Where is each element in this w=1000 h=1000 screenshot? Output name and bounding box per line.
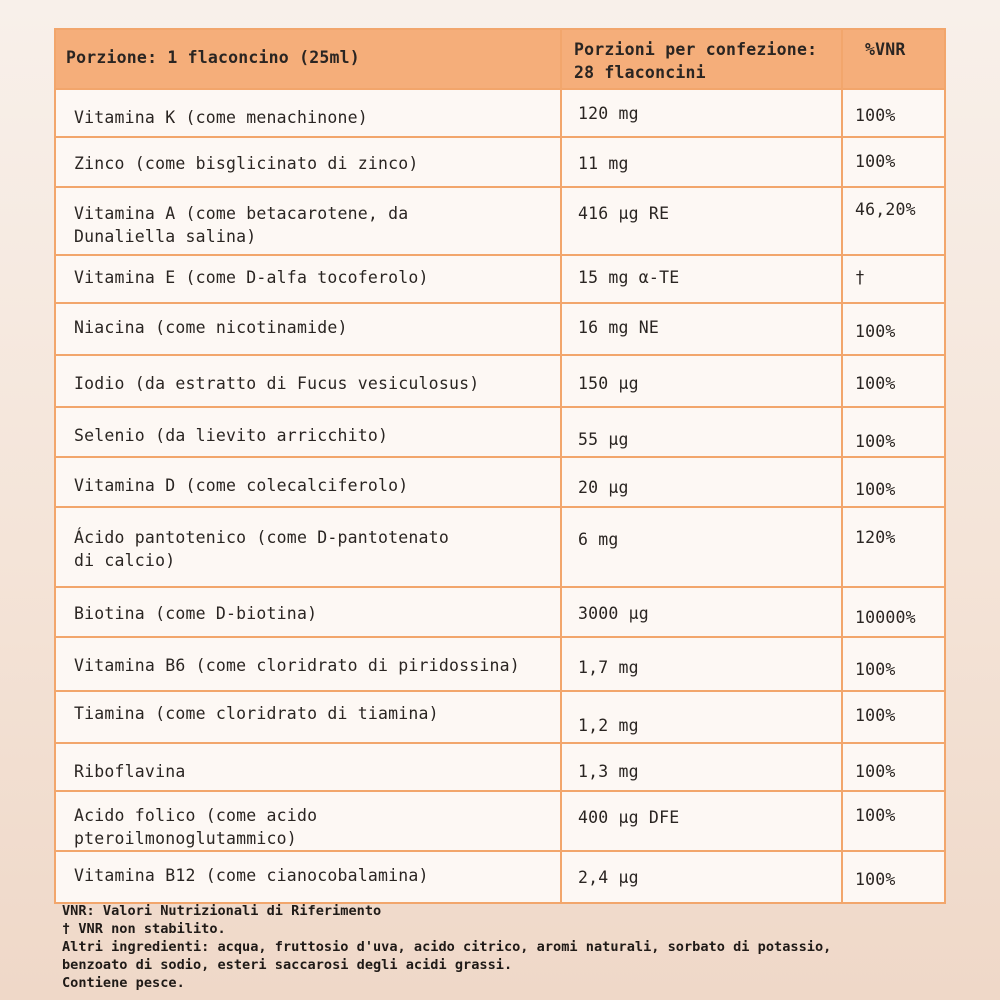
nutrient-name (55, 691, 561, 743)
nutrient-name-line: Niacina (come nicotinamide) (74, 318, 348, 337)
nutrient-row (55, 637, 945, 691)
nutrient-row (55, 743, 945, 791)
header-servings-line: 28 flaconcini (574, 63, 706, 82)
nutrient-amount: 400 µg DFE (561, 791, 842, 851)
nutrient-amount: 2,4 µg (561, 851, 842, 903)
nutrient-name (55, 743, 561, 791)
nutrition-table (54, 28, 946, 904)
header-servings-per-pack (561, 29, 842, 89)
nutrient-row (55, 587, 945, 637)
nutrient-name-line: Vitamina B12 (come cianocobalamina) (74, 866, 429, 885)
nutrient-name (55, 587, 561, 637)
nutrient-row (55, 255, 945, 303)
nutrient-amount: 15 mg α-TE (561, 255, 842, 303)
nutrient-row (55, 355, 945, 407)
nutrient-amount: 11 mg (561, 137, 842, 187)
nutrient-name (55, 137, 561, 187)
nutrient-vnr: 100% (842, 407, 945, 457)
nutrient-amount: 16 mg NE (561, 303, 842, 355)
nutrient-name-line: Vitamina K (come menachinone) (74, 108, 368, 127)
footnote-line: Contiene pesce. (62, 975, 185, 991)
nutrient-name-line: Vitamina D (come colecalciferolo) (74, 476, 409, 495)
nutrient-name (55, 637, 561, 691)
nutrient-name (55, 187, 561, 255)
nutrient-row (55, 791, 945, 851)
nutrition-panel (54, 28, 944, 904)
nutrient-amount: 1,7 mg (561, 637, 842, 691)
nutrient-amount: 1,2 mg (561, 691, 842, 743)
nutrient-row (55, 851, 945, 903)
nutrient-name-line: Acido folico (come acido pteroilmonoglutammico) (74, 806, 318, 848)
nutrient-vnr: 46,20% (842, 187, 945, 255)
footnotes (62, 902, 962, 992)
nutrient-amount: 1,3 mg (561, 743, 842, 791)
nutrient-row (55, 457, 945, 507)
nutrient-vnr: 100% (842, 691, 945, 743)
nutrient-row (55, 187, 945, 255)
nutrient-name (55, 407, 561, 457)
footnote-line: benzoato di sodio, esteri saccarosi degli acidi grassi. (62, 957, 513, 973)
nutrient-amount: 20 µg (561, 457, 842, 507)
nutrient-vnr: 100% (842, 89, 945, 137)
footnote-line: † VNR non stabilito. (62, 921, 226, 937)
nutrient-row (55, 137, 945, 187)
nutrient-row (55, 507, 945, 587)
nutrient-name (55, 457, 561, 507)
nutrient-vnr: 100% (842, 637, 945, 691)
nutrient-vnr: 120% (842, 507, 945, 587)
nutrient-name-line: Ácido pantotenico (come D-pantotenato (74, 528, 449, 547)
footnote-line: Altri ingredienti: acqua, fruttosio d'uva, acido citrico, aromi naturali, sorbato di potassio, (62, 939, 832, 955)
nutrient-amount: 6 mg (561, 507, 842, 587)
nutrient-amount: 150 µg (561, 355, 842, 407)
header-serving-size: Porzione: 1 flaconcino (25ml) (55, 29, 561, 89)
nutrient-vnr: 100% (842, 355, 945, 407)
nutrient-name (55, 507, 561, 587)
nutrient-vnr: 100% (842, 137, 945, 187)
nutrient-rows (55, 89, 945, 903)
nutrient-amount: 55 µg (561, 407, 842, 457)
nutrient-name (55, 89, 561, 137)
nutrient-name-line: Zinco (come bisglicinato di zinco) (74, 154, 419, 173)
nutrient-name-line: Iodio (da estratto di Fucus vesiculosus) (74, 374, 480, 393)
nutrient-amount: 416 µg RE (561, 187, 842, 255)
header-servings-line: Porzioni per confezione: (574, 40, 818, 59)
nutrient-name-line: Tiamina (come cloridrato di tiamina) (74, 704, 439, 723)
nutrient-name (55, 255, 561, 303)
nutrient-row (55, 691, 945, 743)
nutrient-vnr: 100% (842, 791, 945, 851)
nutrient-vnr: † (842, 255, 945, 303)
nutrient-amount: 3000 µg (561, 587, 842, 637)
nutrient-vnr: 100% (842, 851, 945, 903)
nutrient-name (55, 355, 561, 407)
nutrient-vnr: 100% (842, 303, 945, 355)
nutrient-vnr: 100% (842, 743, 945, 791)
nutrient-name-line: Biotina (come D-biotina) (74, 604, 318, 623)
nutrient-name-line: Riboflavina (74, 762, 186, 781)
nutrient-row (55, 407, 945, 457)
nutrient-vnr: 10000% (842, 587, 945, 637)
nutrient-name-line: Selenio (da lievito arricchito) (74, 426, 389, 445)
nutrient-name (55, 851, 561, 903)
nutrient-name-line: Vitamina B6 (come cloridrato di piridossina) (74, 656, 520, 675)
footnote-line: VNR: Valori Nutrizionali di Riferimento (62, 903, 382, 919)
nutrient-name (55, 303, 561, 355)
nutrient-name-line: Dunaliella salina) (74, 227, 257, 246)
nutrient-amount: 120 mg (561, 89, 842, 137)
nutrient-name-line: Vitamina E (come D-alfa tocoferolo) (74, 268, 429, 287)
nutrient-row (55, 303, 945, 355)
nutrient-name (55, 791, 561, 851)
nutrient-vnr: 100% (842, 457, 945, 507)
header-vnr: %VNR (842, 29, 945, 89)
nutrient-name-line: di calcio) (74, 551, 176, 570)
nutrient-name-line: Vitamina A (come betacarotene, da (74, 204, 409, 223)
nutrient-row (55, 89, 945, 137)
table-header-row (55, 29, 945, 89)
